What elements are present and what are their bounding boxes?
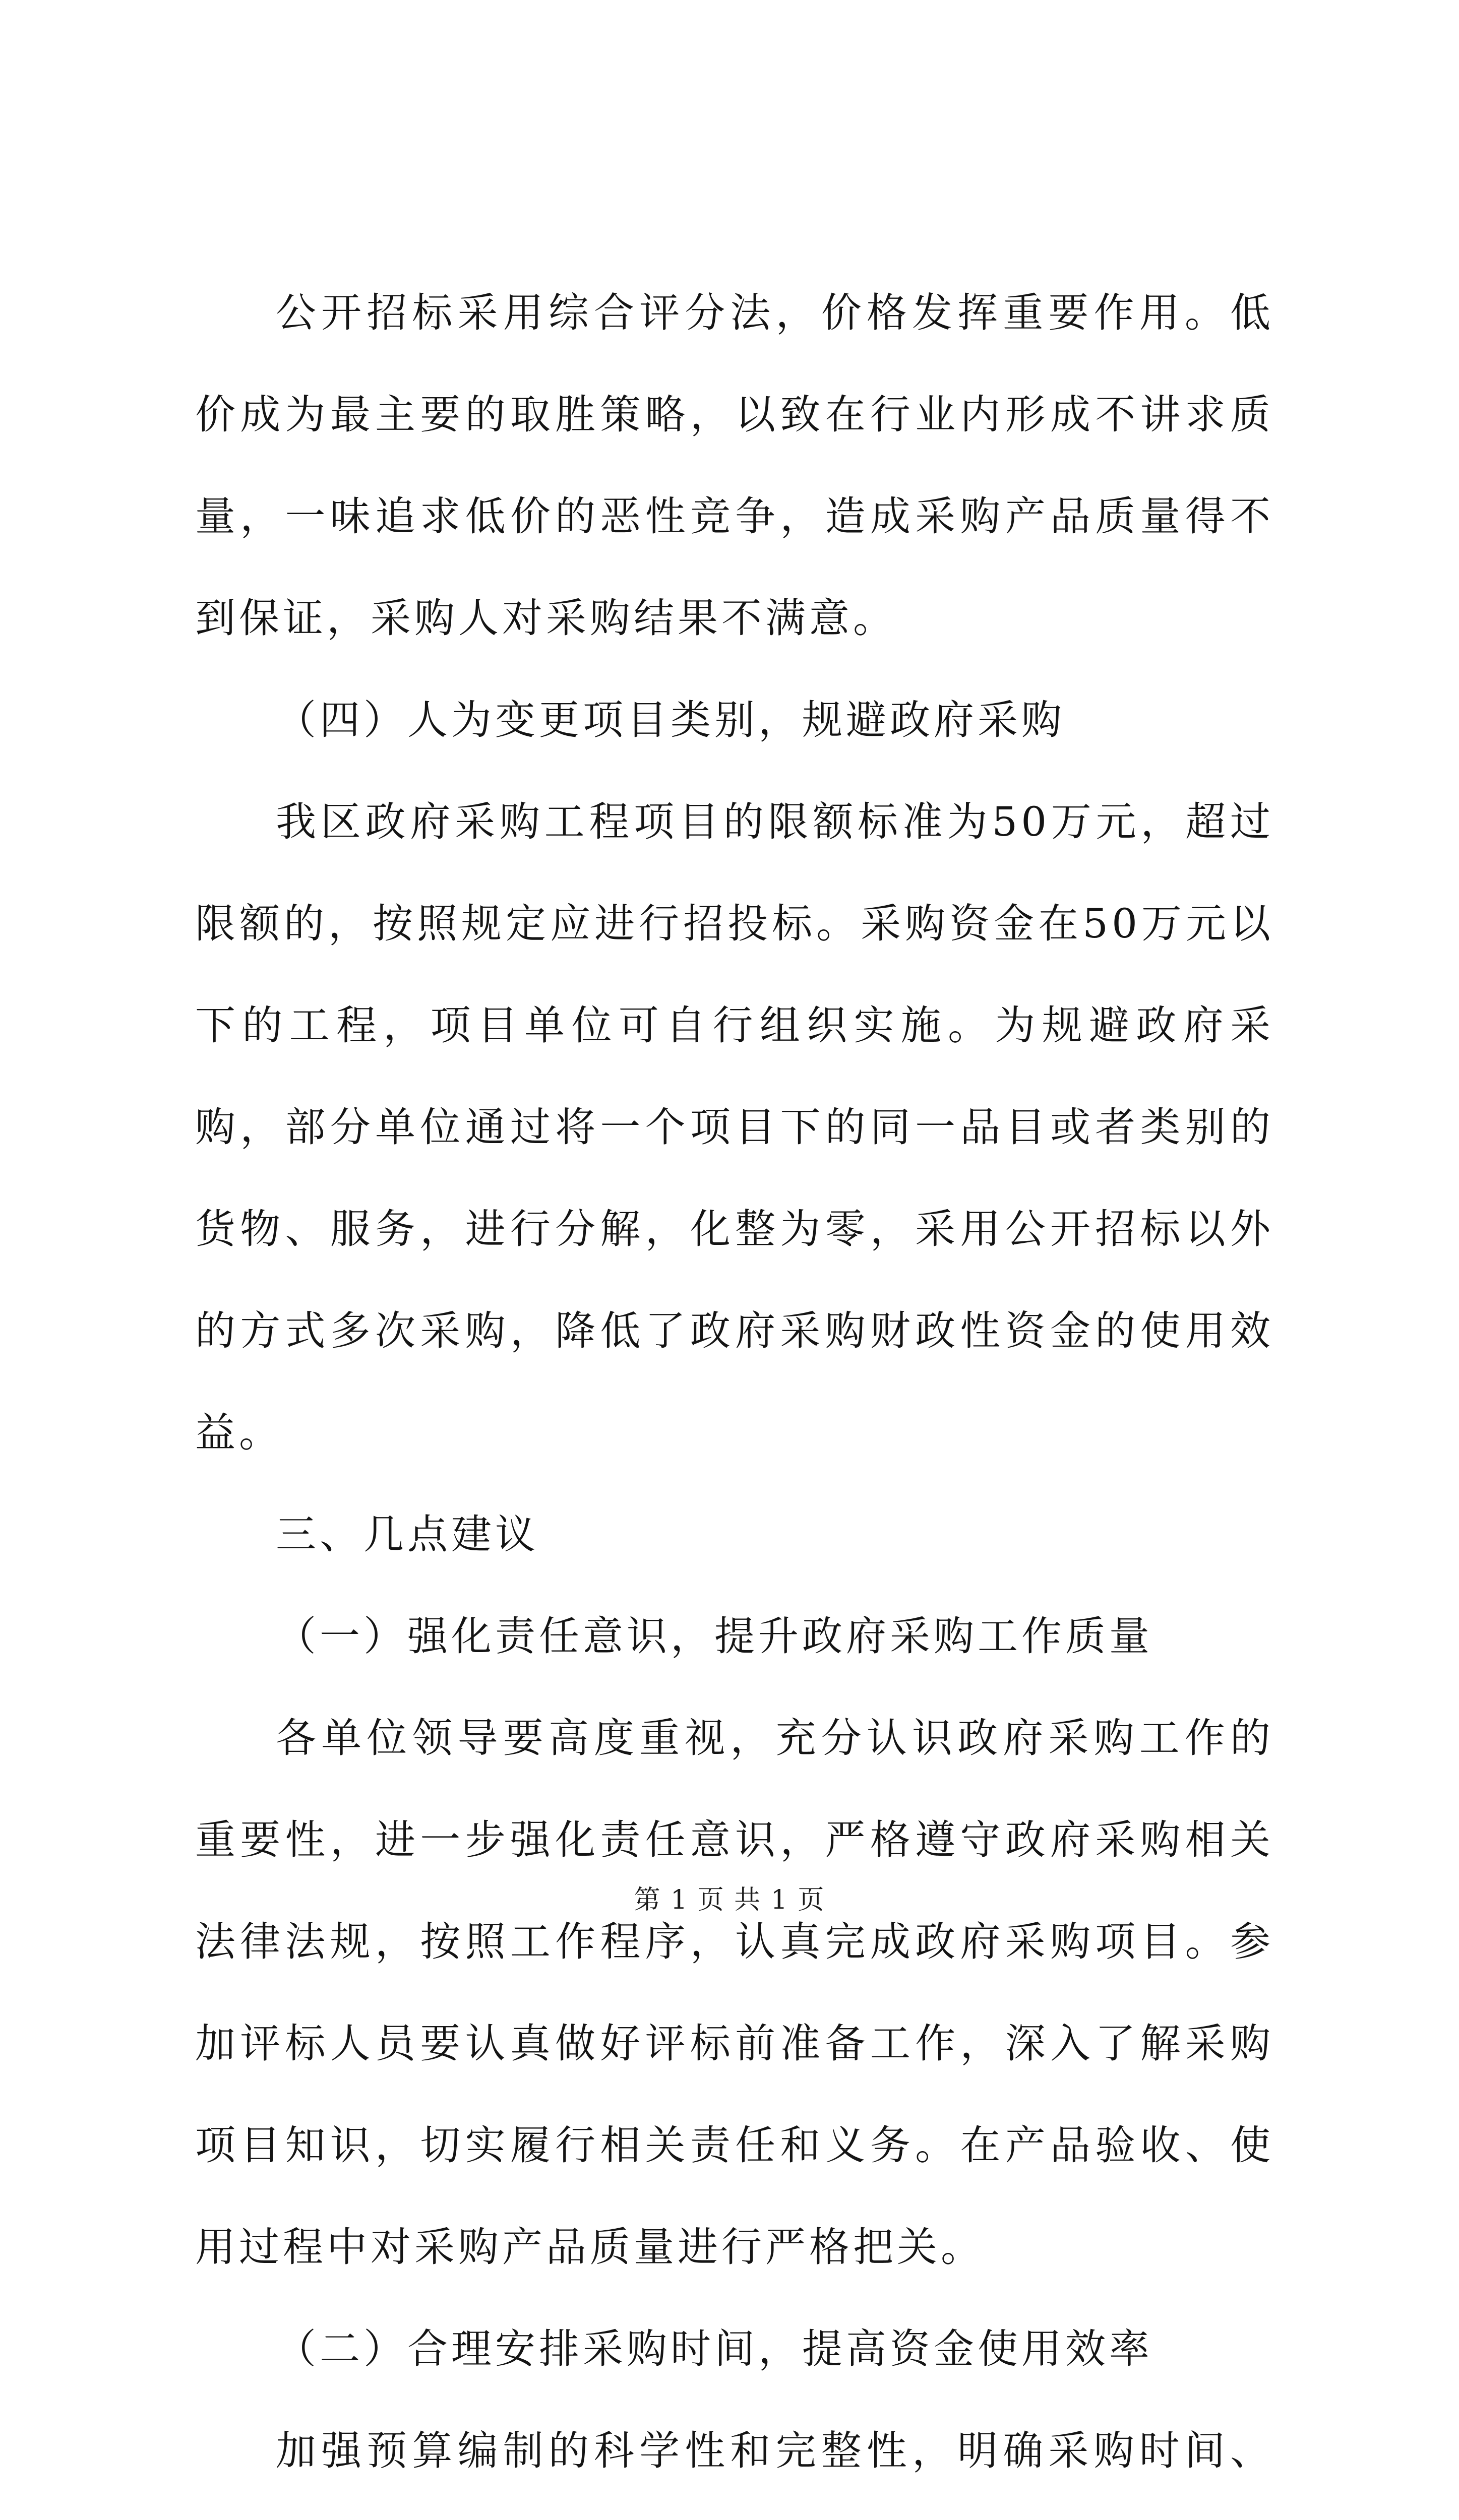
paragraph-responsibility: 各单位领导要高度重视，充分认识政府采购工作的重要性，进一步强化责任意识，严格遵守政府采购相关法律法规，按照工作程序，认真完成政府采购项目。参加评标人员要认真做好评标前准备工作，深入了解采购项目知识，切实履行相关责任和义务。在产品验收、使用过程中对采购产品质量进行严格把关。 bbox=[195, 1715, 1274, 2271]
paragraph-low-price-competition: 公开招标采用综合评分法，价格发挥重要作用。低价成为最主要的取胜策略，以致在行业内形成不讲求质量，一味追求低价的恶性竞争，造成采购产品质量得不到保证，采购人对采购结果不满意。 bbox=[195, 289, 1274, 642]
subheading-four: （四）人为变更项目类别，规避政府采购 bbox=[276, 697, 1065, 743]
document-body bbox=[195, 262, 1274, 2520]
paragraph-budget: 加强预算编制的科学性和完整性，明确采购时间、 bbox=[276, 2427, 1274, 2474]
subheading-one: （一）强化责任意识，提升政府采购工作质量 bbox=[276, 1613, 1153, 1660]
subheading-two: （二）合理安排采购时间，提高资金使用效率 bbox=[276, 2325, 1153, 2372]
section-heading-suggestions: 三、几点建议 bbox=[276, 1511, 539, 1558]
paragraph-procurement-threshold: 我区政府采购工程项目的限额标准为50万元，超过限额的，按照规定应进行招投标。采购资金在50万元以下的工程，项目单位可自行组织实施。为规避政府采购，部分单位通过将一个项目下的同一品目或者类别的货物、服务，进行分解，化整为零，采用公开招标以外的方式多次采购，降低了政府采购财政性资金的使用效益。 bbox=[195, 798, 1274, 1456]
page-footer: 第 1 页 共 1 页 bbox=[634, 1885, 825, 1915]
